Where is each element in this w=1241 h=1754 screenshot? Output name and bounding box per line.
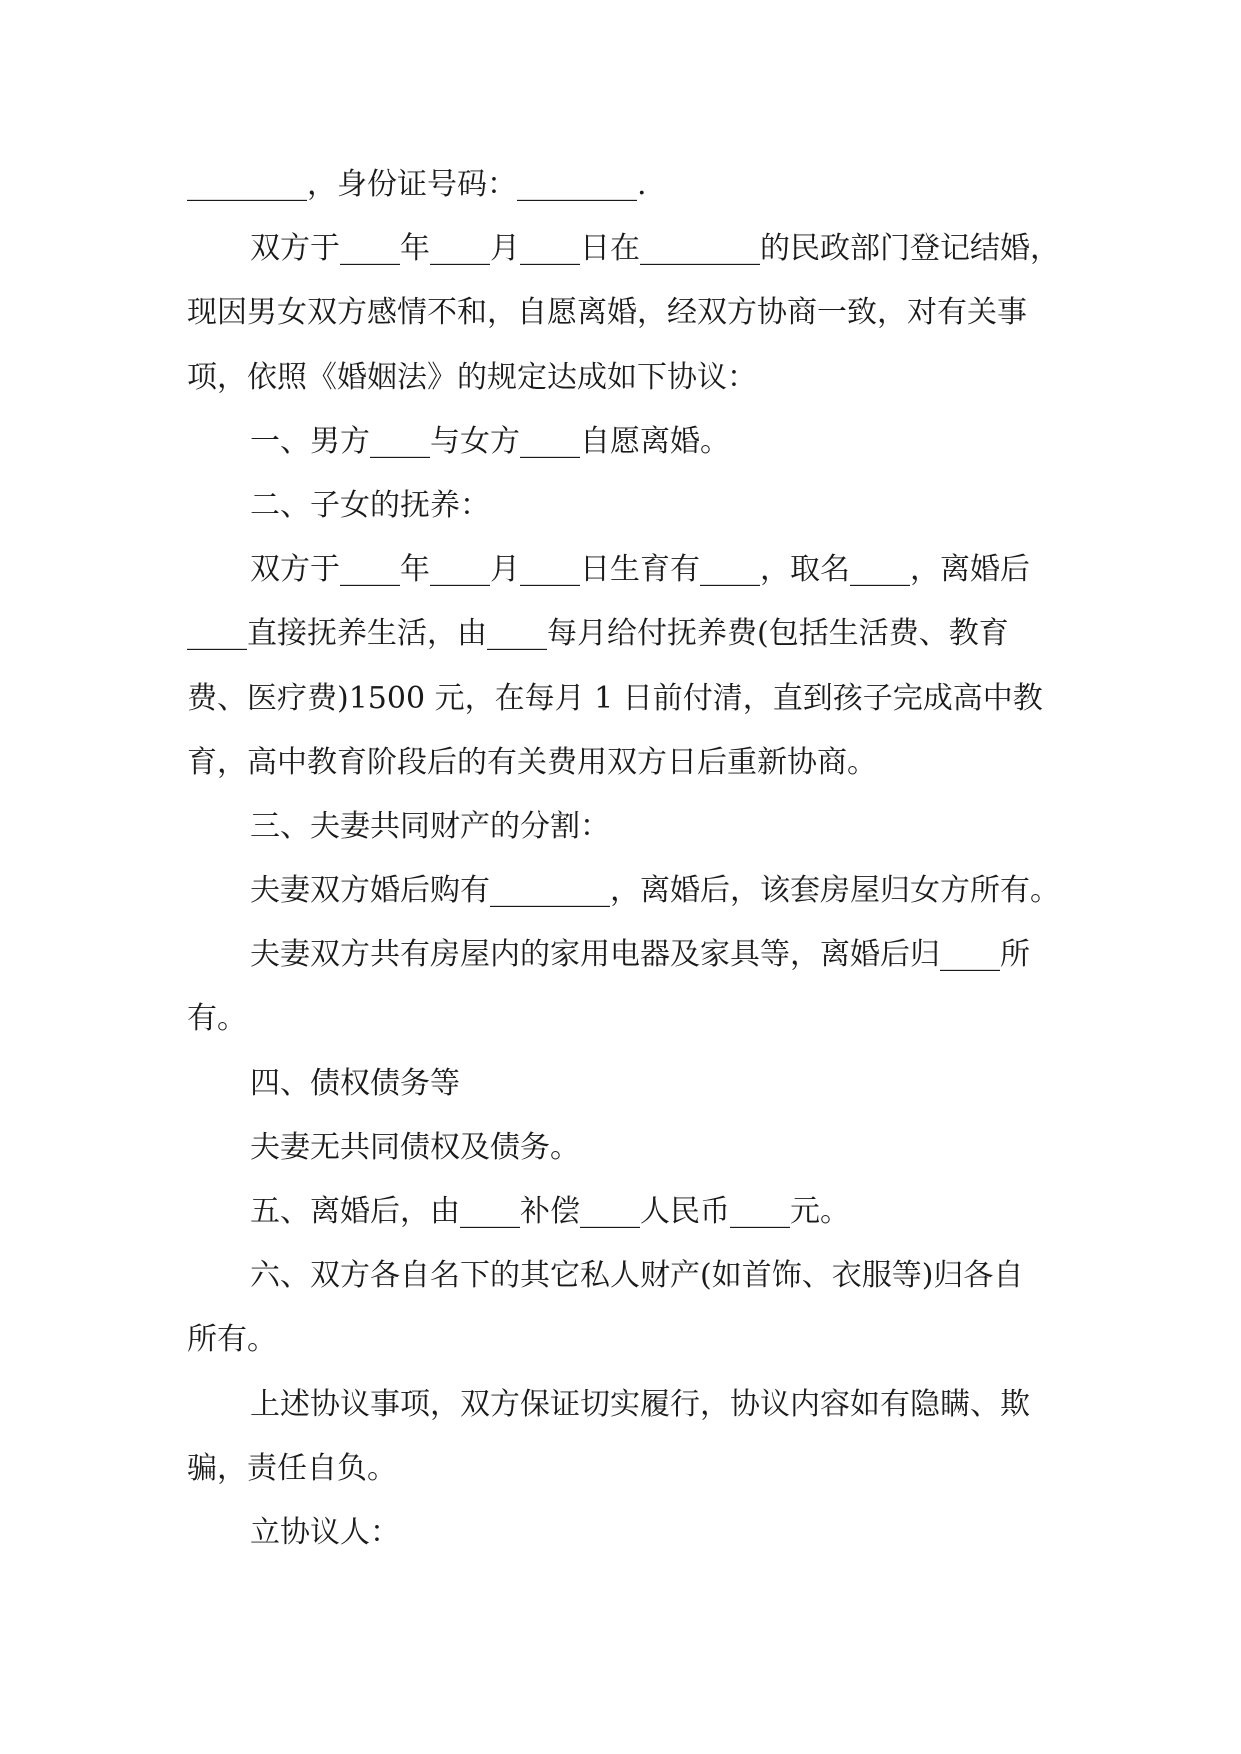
clause-2-support-amount: 费、医疗费)1500 元，在每月 1 日前付清，直到孩子完成高中教 <box>187 680 1043 716</box>
clause-2-child-support: ____直接抚养生活，由____每月给付抚养费(包括生活费、教育 <box>187 616 1009 652</box>
clause-4-heading-debts: 四、债权债务等 <box>250 1065 460 1101</box>
signatory-label: 立协议人： <box>250 1514 400 1550</box>
clause-6-personal-property: 六、双方各自名下的其它私人财产(如首饰、衣服等)归各自 <box>250 1258 1024 1294</box>
clause-1-voluntary-divorce: 一、男方____与女方____自愿离婚。 <box>250 423 730 459</box>
clause-4-no-debts: 夫妻无共同债权及债务。 <box>250 1129 580 1165</box>
clause-2-future-expenses: 育，高中教育阶段后的有关费用双方日后重新协商。 <box>187 744 877 780</box>
clause-2-heading-child-custody: 二、子女的抚养： <box>250 487 490 523</box>
clause-3-heading-property-division: 三、夫妻共同财产的分割： <box>250 808 610 844</box>
text-line-agreement-basis: 项，依照《婚姻法》的规定达成如下协议： <box>187 359 757 395</box>
clause-5-compensation: 五、离婚后，由____补偿____人民币____元。 <box>250 1194 850 1229</box>
closing-guarantee-cont: 骗，责任自负。 <box>187 1450 397 1486</box>
text-line-marriage-registration: 双方于____年____月____日在________的民政部门登记结婚， <box>250 231 1060 267</box>
closing-guarantee: 上述协议事项，双方保证切实履行，协议内容如有隐瞒、欺 <box>250 1386 1030 1422</box>
clause-6-personal-property-cont: 所有。 <box>187 1322 277 1358</box>
text-line-divorce-reason: 现因男女双方感情不和，自愿离婚，经双方协商一致，对有关事 <box>187 295 1027 331</box>
text-line-id-number: ________，身份证号码：________. <box>187 167 647 202</box>
clause-3-appliances: 夫妻双方共有房屋内的家用电器及家具等，离婚后归____所 <box>250 937 1030 973</box>
agreement-body <box>187 153 1087 1565</box>
clause-3-appliances-cont: 有。 <box>187 1001 247 1037</box>
clause-3-house: 夫妻双方婚后购有________，离婚后，该套房屋归女方所有。 <box>250 873 1060 909</box>
clause-2-child-birth: 双方于____年____月____日生育有____，取名____，离婚后 <box>250 552 1030 588</box>
